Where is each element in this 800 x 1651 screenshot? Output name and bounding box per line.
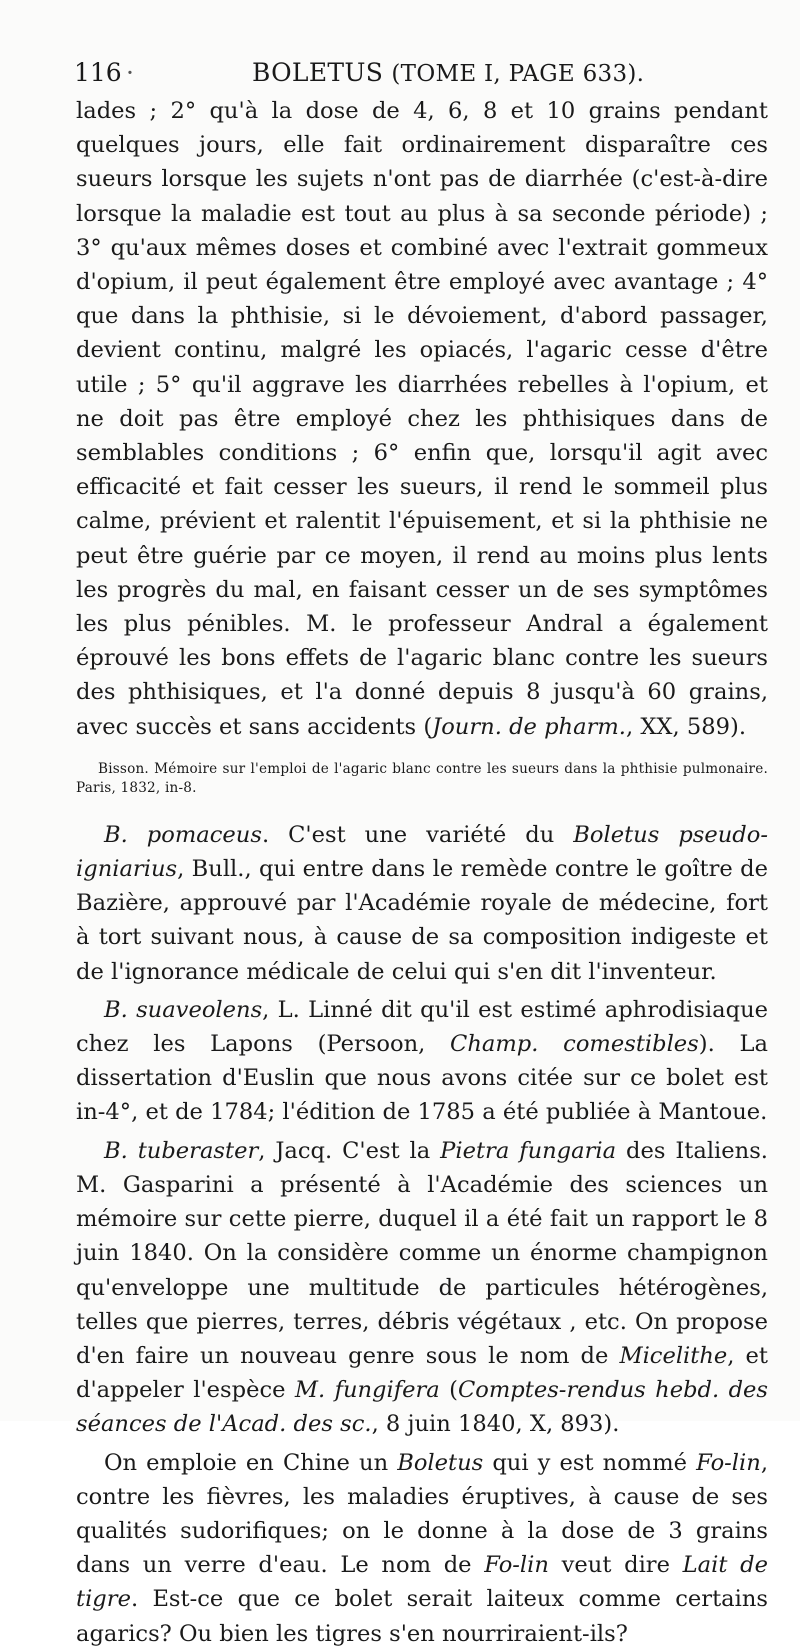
entry-chine-text1: On emploie en Chine un — [104, 1449, 398, 1476]
entry-suaveolens-ref1: Champ. comestibles — [450, 1031, 699, 1058]
entry-tuberaster-ref4: Comptes-rendus hebd. des séances de l'Acad. des sc. — [76, 1377, 769, 1438]
header-title-word: BOLETUS — [252, 58, 384, 87]
entry-chine-text5: . Est-ce que ce bolet serait laiteux comme certains agarics? Ou bien les tigres s'en nourriraient-ils? — [76, 1586, 768, 1647]
entry-chine-ref1: Boletus — [397, 1449, 484, 1476]
entry-suaveolens-name: B. suaveolens — [104, 996, 263, 1023]
entry-chine — [76, 1446, 768, 1651]
entry-pomaceus-name: B. pomaceus — [104, 821, 262, 848]
main-text — [76, 94, 768, 1651]
entry-tuberaster-text5: , 8 juin 1840, X, 893). — [371, 1411, 620, 1438]
entry-tuberaster-ref1: Pietra fungaria — [440, 1137, 617, 1164]
entry-chine-text4: veut dire — [548, 1552, 683, 1579]
entry-suaveolens — [76, 993, 768, 1130]
running-header — [74, 56, 645, 90]
citation-tail: , XX, 589). — [625, 713, 747, 740]
page-number: 116 — [74, 58, 122, 87]
citation-journal: Journ. de pharm. — [432, 713, 626, 740]
paragraph-continued — [76, 94, 768, 744]
entry-chine-text2: qui y est nommé — [483, 1449, 697, 1476]
entry-pomaceus-text2: , Bull., qui entre dans le remède contre le goître de Bazière, approuvé par l'Académie royale de médecine, fort à tort suivant nous, à cause de sa composition indigeste et de l'ignorance médicale de celui qui s'en dit l'inventeur. — [76, 856, 768, 985]
footnote: Bisson. Mémoire sur l'emploi de l'agaric blanc contre les sueurs dans la phthisie pulmonaire. Paris, 1832, in-8. — [76, 760, 768, 796]
entry-suaveolens-text2: ). La dissertation d'Euslin que nous avons citée sur ce bolet est in-4°, et de 1784; l'édition de 1785 a été publiée à Mantoue. — [76, 1031, 768, 1126]
entry-tuberaster-name: B. tuberaster — [104, 1137, 259, 1164]
entry-tuberaster-ref2: Micelithe — [619, 1342, 728, 1369]
entry-chine-ref3: Fo-lin — [484, 1552, 549, 1579]
header-separator: · — [126, 58, 134, 87]
entry-tuberaster-text2: des Italiens. M. Gasparini a présenté à l'Académie des sciences un mémoire sur cette pierre, duquel il a été fait un rapport le 8 juin 1840. On la considère comme un énorme champignon qu'enveloppe une multitude de particules hétérogènes, telles que pierres, terres, débris végétaux , etc. On propose d'en faire un nouveau genre sous le nom de — [76, 1137, 768, 1369]
entry-tuberaster-ref3: M. fungifera — [294, 1377, 440, 1404]
entry-tuberaster-text1: , Jacq. C'est la — [258, 1137, 441, 1164]
entry-tuberaster — [76, 1134, 768, 1442]
entry-suaveolens-text1: , L. Linné dit qu'il est estimé aphrodisiaque chez les Lapons (Persoon, — [76, 996, 768, 1058]
entry-tuberaster-text4: ( — [439, 1377, 458, 1404]
header-title-reference: (TOME I, PAGE 633). — [391, 61, 645, 87]
entry-chine-ref4: Lait de tigre — [76, 1552, 768, 1613]
entry-pomaceus-ref1: Boletus pseudo-igniarius — [76, 821, 768, 883]
entry-pomaceus-text1: . C'est une variété du — [261, 821, 574, 848]
entry-chine-ref2: Fo-lin — [696, 1449, 761, 1476]
entry-tuberaster-text3: , et d'appeler l'espèce — [76, 1342, 768, 1404]
paragraph-continued-text: lades ; 2° qu'à la dose de 4, 6, 8 et 10 grains pendant quelques jours, elle fait ordinairement disparaître ces sueurs lorsque les sujets n'ont pas de diarrhée (c'est-à-dire lorsque la maladie est tout au plus à sa seconde période) ; 3° qu'aux mêmes doses et combiné avec l'extrait gommeux d'opium, il peut également être employé avec avantage ; 4° que dans la phthisie, si le dévoiement, d'abord passager, devient continu, malgré les opiacés, l'agaric cesse d'être utile ; 5° qu'il aggrave les diarrhées rebelles à l'opium, et ne doit pas être employé chez les phthisiques dans de semblables conditions ; 6° enfin que, lorsqu'il agit avec efficacité et fait cesser les sueurs, il rend le sommeil plus calme, prévient et ralentit l'épuisement, et si la phthisie ne peut être guérie par ce moyen, il rend au moins plus lents les progrès du mal, en faisant cesser un de ses symptômes les plus pénibles. M. le professeur Andral a également éprouvé les bons effets de l'agaric blanc contre les sueurs des phthisiques, et l'a donné depuis 8 jusqu'à 60 grains, avec succès et sans accidents ( — [76, 98, 768, 740]
header-title — [252, 56, 644, 91]
entry-pomaceus — [76, 818, 768, 989]
entry-chine-text3: , contre les fièvres, les maladies éruptives, à cause de ses qualités sudorifiques; on le donne à la dose de 3 grains dans un verre d'eau. Le nom de — [76, 1449, 768, 1579]
